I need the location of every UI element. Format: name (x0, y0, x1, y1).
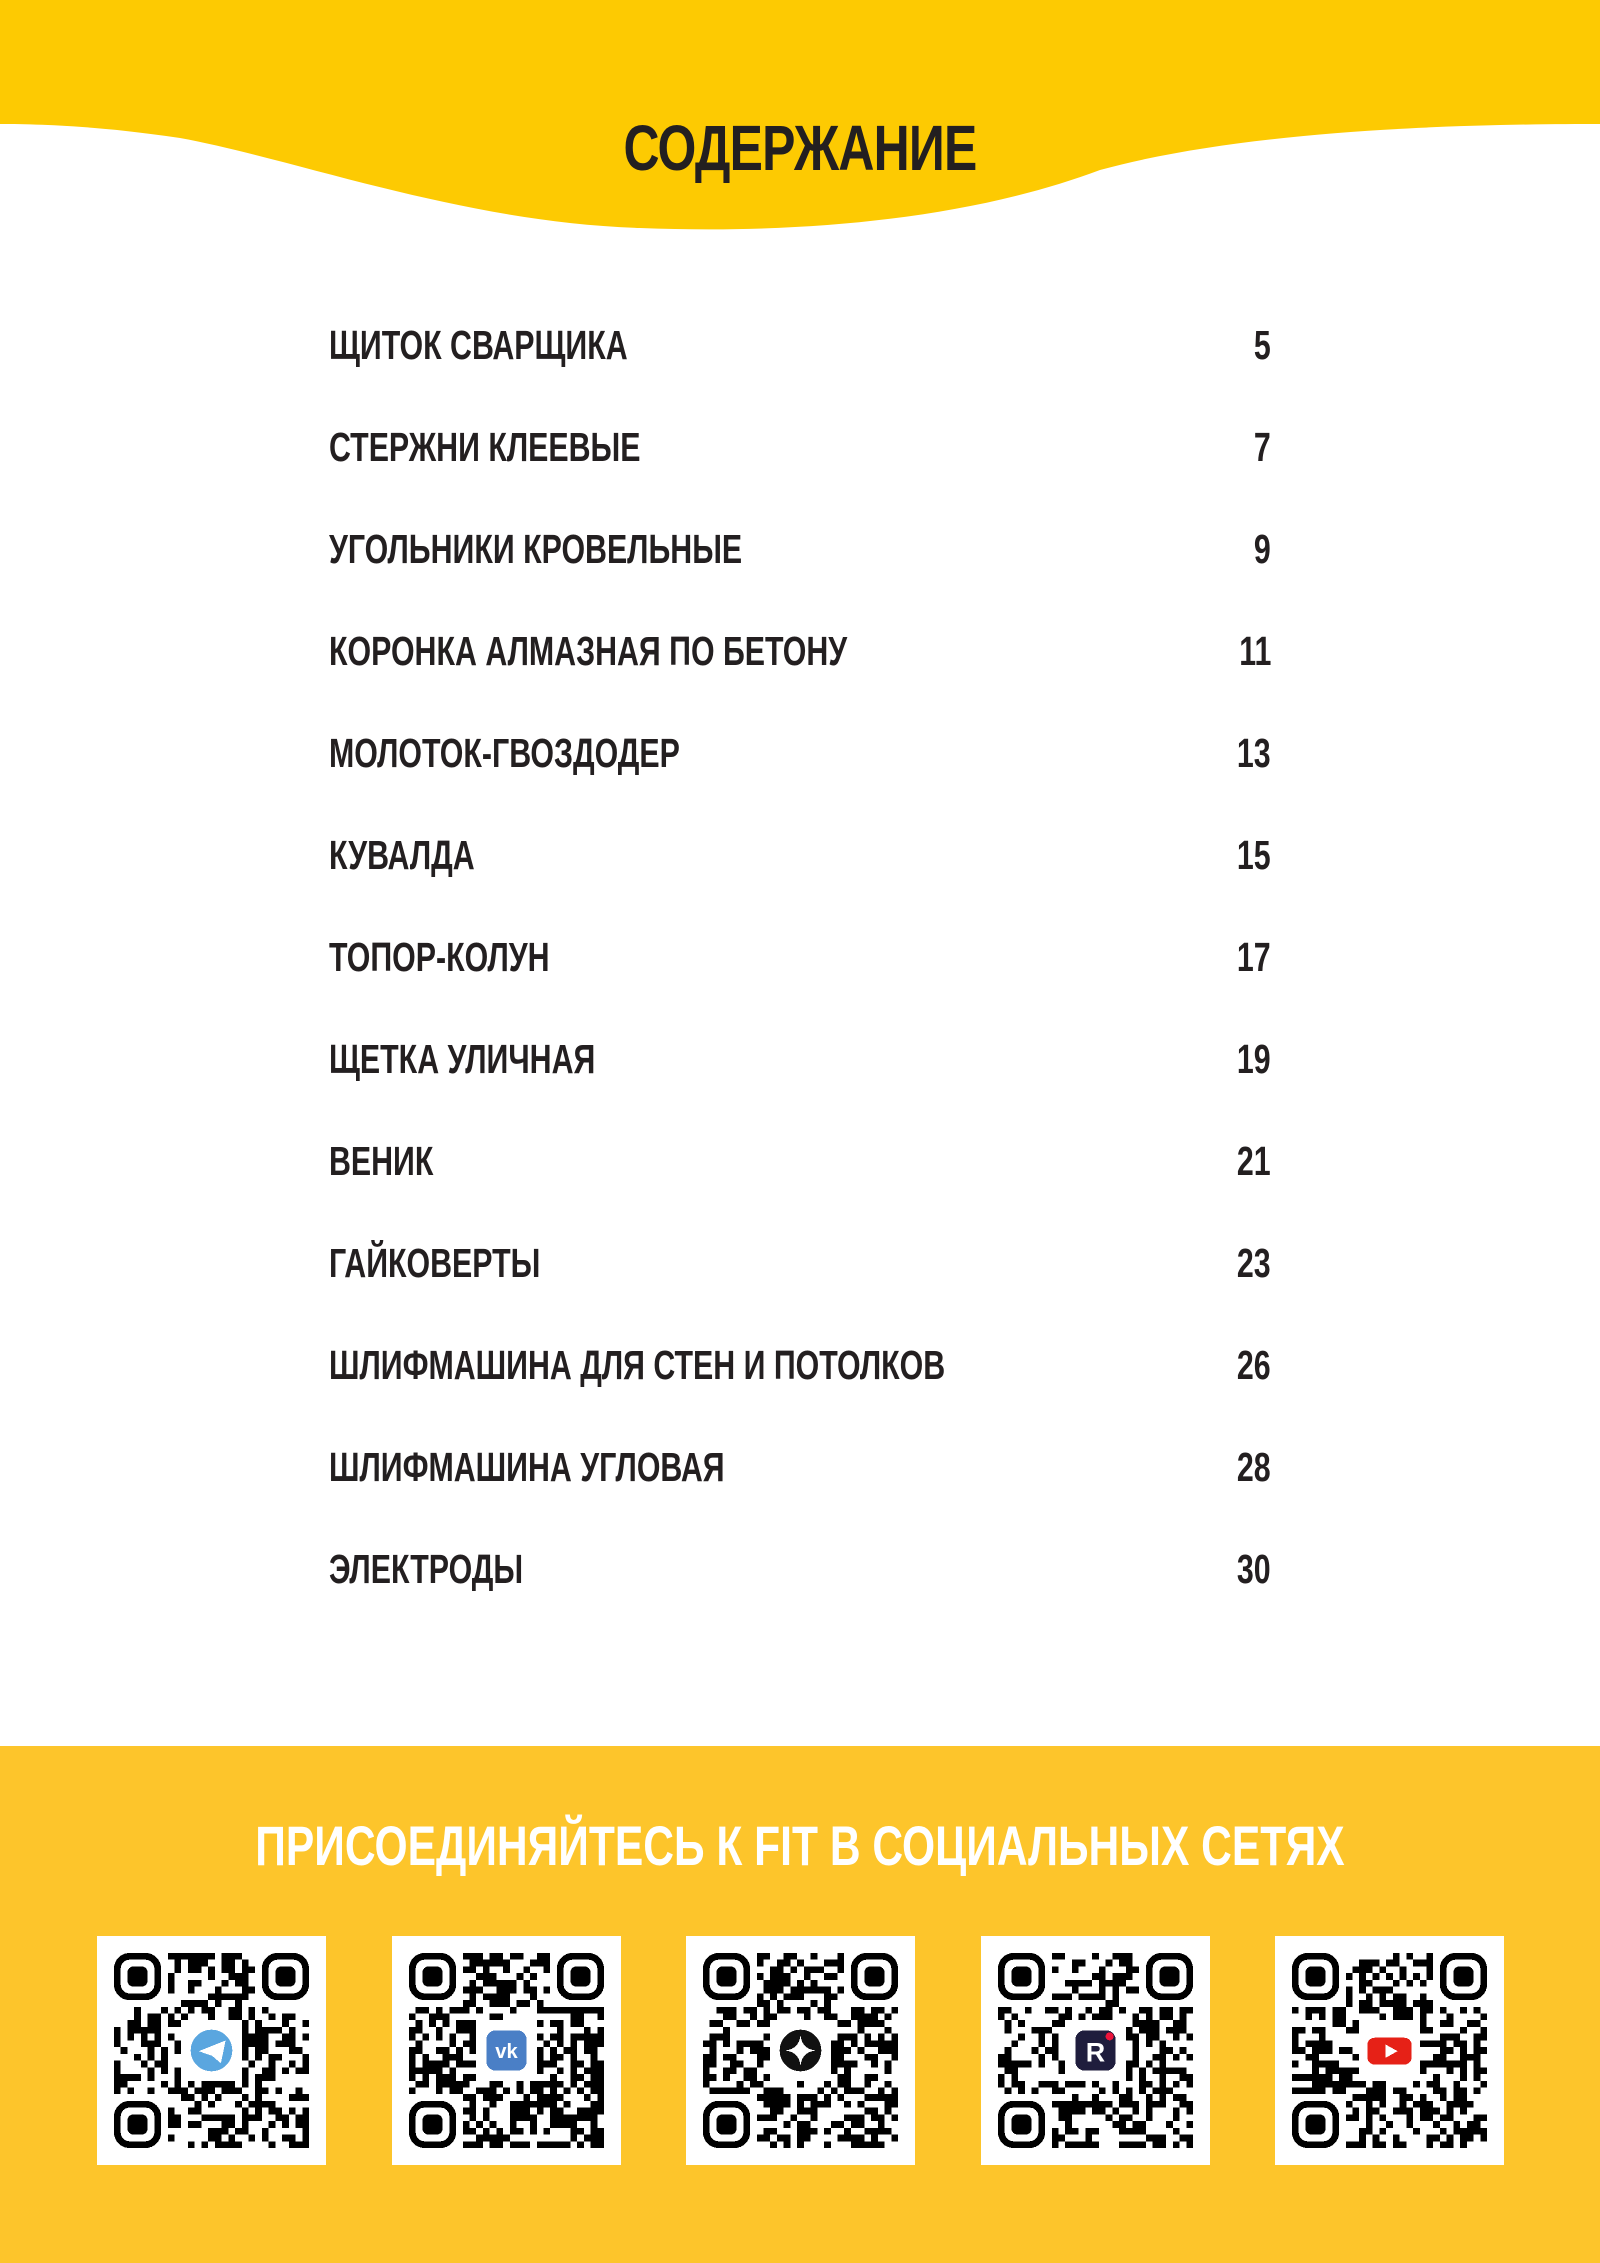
svg-text:R: R (1085, 2037, 1106, 2068)
toc-page-number: 13 (1237, 730, 1271, 776)
toc-row[interactable] (329, 621, 1271, 681)
toc-page-number: 21 (1237, 1138, 1271, 1184)
qr-code (998, 1953, 1193, 2148)
toc-row[interactable] (329, 315, 1271, 375)
toc-entry-title: ШЛИФМАШИНА УГЛОВАЯ (329, 1444, 725, 1490)
toc-entry-title: МОЛОТОК-ГВОЗДОДЕР (329, 730, 680, 776)
toc-entry-title: ЩЕТКА УЛИЧНАЯ (329, 1036, 596, 1082)
qr-vk[interactable] (392, 1936, 621, 2165)
toc-row[interactable] (329, 519, 1271, 579)
telegram-icon (191, 2030, 233, 2072)
qr-code (703, 1953, 898, 2148)
toc-entry-title: КОРОНКА АЛМАЗНАЯ ПО БЕТОНУ (329, 628, 848, 674)
toc-entry-title: ТОПОР-КОЛУН (329, 934, 550, 980)
toc-entry-title: УГОЛЬНИКИ КРОВЕЛЬНЫЕ (329, 526, 743, 572)
toc-entry-title: СТЕРЖНИ КЛЕЕВЫЕ (329, 424, 641, 470)
toc-entry-title: ЭЛЕКТРОДЫ (329, 1546, 524, 1592)
toc-entry-title: ВЕНИК (329, 1138, 434, 1184)
qr-code (1292, 1953, 1487, 2148)
vk-icon (486, 2030, 526, 2070)
social-heading: ПРИСОЕДИНЯЙТЕСЬ К FIT В СОЦИАЛЬНЫХ СЕТЯХ (255, 1814, 1345, 1877)
page-title: СОДЕРЖАНИЕ (623, 112, 977, 184)
toc-page-number: 9 (1254, 526, 1271, 572)
toc-row[interactable] (329, 1233, 1271, 1293)
toc-page-number: 23 (1237, 1240, 1271, 1286)
toc-page-number: 19 (1237, 1036, 1271, 1082)
toc-row[interactable] (329, 1029, 1271, 1089)
qr-telegram[interactable] (97, 1936, 326, 2165)
toc-row[interactable] (329, 417, 1271, 477)
toc-page-number: 11 (1238, 628, 1271, 674)
toc-row[interactable] (329, 723, 1271, 783)
toc-entry-title: КУВАЛДА (329, 832, 475, 878)
qr-code (114, 1953, 309, 2148)
dzen-icon (780, 2030, 822, 2072)
toc-row[interactable] (329, 927, 1271, 987)
toc-page-number: 15 (1237, 832, 1271, 878)
qr-code (409, 1953, 604, 2148)
qr-rutube[interactable] (981, 1936, 1210, 2165)
toc-page-number: 7 (1254, 424, 1271, 470)
toc-row[interactable] (329, 1437, 1271, 1497)
youtube-icon (1367, 2038, 1411, 2065)
toc-page-number: 26 (1237, 1342, 1271, 1388)
toc-entry-title: ЩИТОК СВАРЩИКА (329, 322, 628, 368)
social-section (0, 1746, 1600, 2263)
toc-page-number: 30 (1237, 1546, 1271, 1592)
toc-page-number: 5 (1254, 322, 1271, 368)
svg-text:vk: vk (495, 2040, 518, 2063)
rutube-icon (1075, 2030, 1115, 2070)
toc-entry-title: ГАЙКОВЕРТЫ (329, 1240, 541, 1286)
toc-row[interactable] (329, 825, 1271, 885)
toc-row[interactable] (329, 1131, 1271, 1191)
qr-youtube[interactable] (1275, 1936, 1504, 2165)
toc-entry-title: ШЛИФМАШИНА ДЛЯ СТЕН И ПОТОЛКОВ (329, 1342, 946, 1388)
toc-row[interactable] (329, 1539, 1271, 1599)
toc-row[interactable] (329, 1335, 1271, 1395)
qr-dzen[interactable] (686, 1936, 915, 2165)
toc-page-number: 17 (1237, 934, 1271, 980)
toc-page-number: 28 (1237, 1444, 1271, 1490)
